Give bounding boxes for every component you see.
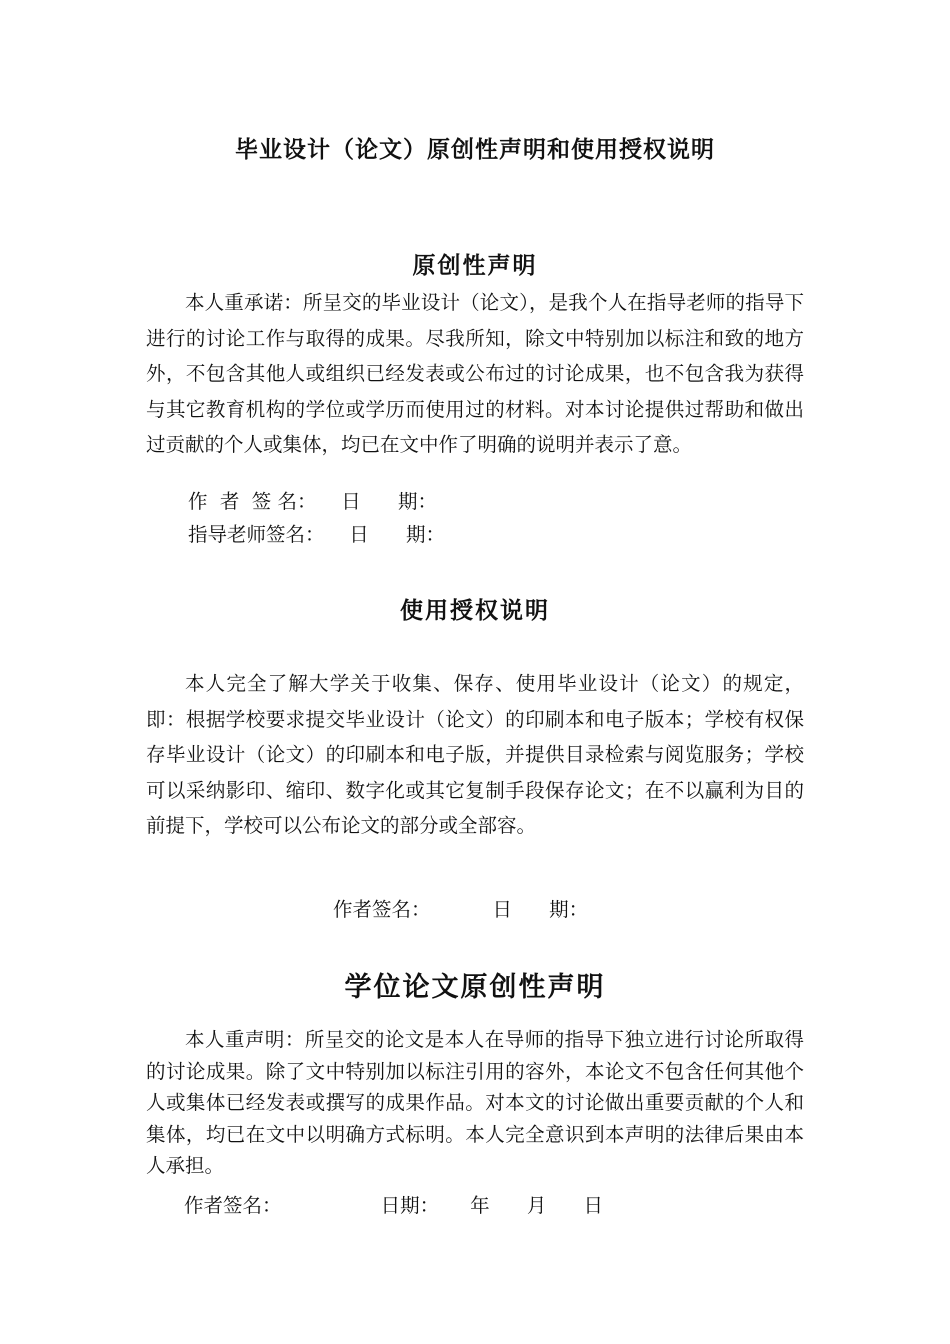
- author-signature-line: 作 者 签 名： 日 期：: [188, 490, 437, 513]
- authorization-body: 本人完全了解大学关于收集、保存、使用毕业设计（论文）的规定，即：根据学校要求提交毕业设计（论文）的印刷本和电子版本；学校有权保存毕业设计（论文）的印刷本和电子版，并提供目录检索与阅览服务；学校可以采纳影印、缩印、数字化或其它复制手段保存论文；在不以赢利为目的前提下，学校可以公布论文的部分或全部容。: [146, 672, 804, 837]
- originality-body: 本人重承诺：所呈交的毕业设计（论文），是我个人在指导老师的指导下进行的讨论工作与取得的成果。尽我所知，除文中特别加以标注和致的地方外，不包含其他人或组织已经发表或公布过的讨论成果，也不包含我为获得与其它教育机构的学位或学历而使用过的材料。对本讨论提供过帮助和做出过贡献的个人或集体，均已在文中作了明确的说明并表示了意。: [146, 291, 804, 456]
- authorization-heading: 使用授权说明: [400, 597, 550, 624]
- document-title: 毕业设计（论文）原创性声明和使用授权说明: [235, 136, 715, 163]
- degree-signature-line: 作者签名： 日期： 年 月 日: [184, 1194, 604, 1217]
- authorization-signature-line: 作者签名： 日 期：: [333, 898, 589, 921]
- originality-heading: 原创性声明: [412, 252, 538, 279]
- advisor-signature-line: 指导老师签名： 日 期：: [188, 523, 445, 546]
- degree-heading: 学位论文原创性声明: [344, 972, 606, 1003]
- degree-body: 本人重声明：所呈交的论文是本人在导师的指导下独立进行讨论所取得的讨论成果。除了文中特别加以标注引用的容外，本论文不包含任何其他个人或集体已经发表或撰写的成果作品。对本文的讨论做出重要贡献的个人和集体，均已在文中以明确方式标明。本人完全意识到本声明的法律后果由本人承担。: [146, 1028, 804, 1177]
